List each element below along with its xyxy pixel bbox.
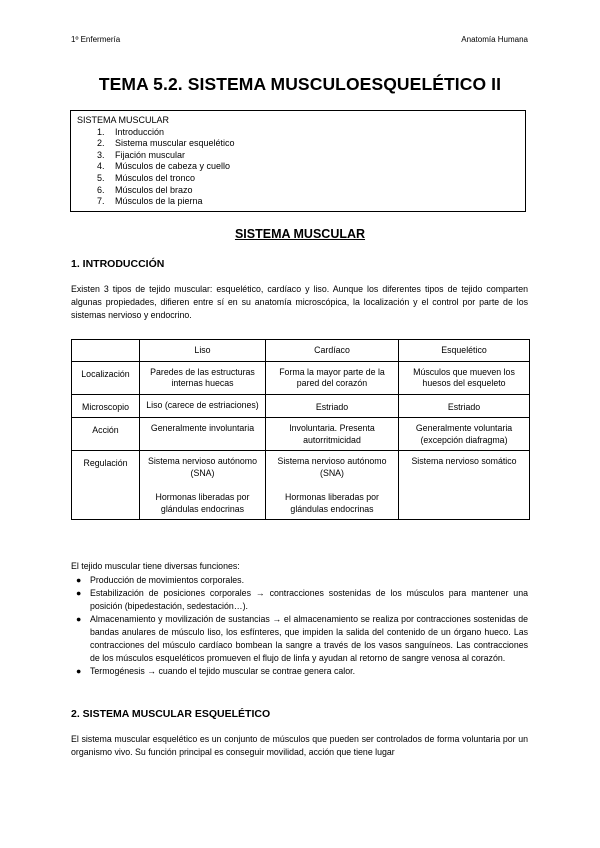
toc-item-label: Fijación muscular	[115, 149, 186, 160]
toc-item	[97, 150, 519, 162]
cell-line: Hormonas liberadas por glándulas endocrinas	[285, 492, 379, 514]
skeletal-heading: 2. SISTEMA MUSCULAR ESQUELÉTICO	[71, 708, 271, 720]
row-label: Regulación	[72, 451, 140, 520]
toc-item	[97, 127, 519, 139]
toc-list	[77, 127, 519, 208]
table-of-contents	[70, 110, 526, 212]
toc-item-label: Músculos del brazo	[115, 184, 193, 195]
header-course: 1º Enfermería	[71, 35, 121, 44]
list-item	[71, 613, 528, 665]
bullet-icon: ●	[76, 614, 82, 624]
row-label: Microscopio	[72, 394, 140, 418]
list-item	[71, 574, 528, 587]
toc-item-number: 7.	[97, 196, 105, 207]
table-cell: Forma la mayor parte de la pared del corazón	[266, 361, 399, 394]
skeletal-paragraph: El sistema muscular esquelético es un conjunto de músculos que pueden ser controlados de forma voluntaria por un organismo vivo. Su función principal es conseguir movilidad, acción que tiene lugar	[71, 734, 528, 757]
table-header-cell: Cardíaco	[266, 340, 399, 362]
toc-item-label: Músculos del tronco	[115, 172, 196, 183]
toc-item-number: 3.	[97, 149, 105, 160]
header-subject: Anatomía Humana	[461, 35, 528, 44]
table-cell: Paredes de las estructuras internas huecas	[140, 361, 266, 394]
toc-item-number: 2.	[97, 138, 105, 149]
table-row	[72, 394, 530, 418]
toc-item-number: 1.	[97, 126, 105, 137]
intro-paragraph: Existen 3 tipos de tejido muscular: esquelético, cardíaco y liso. Aunque los diferentes tipos de tejido comparten algunas propiedades, difieren entre sí en su anatomía microscópica, la localización y el control por parte de los sistemas nervioso y endocrino.	[71, 284, 528, 320]
table-cell: Estriado	[266, 394, 399, 418]
row-label: Localización	[72, 361, 140, 394]
cell-line: Sistema nervioso autónomo (SNA)	[277, 456, 387, 478]
list-item	[71, 587, 528, 613]
table-cell: Generalmente involuntaria	[140, 418, 266, 451]
intro-heading: 1. INTRODUCCIÓN	[71, 258, 165, 270]
row-label: Acción	[72, 418, 140, 451]
table-cell: Liso (carece de estriaciones)	[140, 394, 266, 418]
table-header-cell: Liso	[140, 340, 266, 362]
table-cell	[266, 451, 399, 520]
toc-item-number: 4.	[97, 161, 105, 172]
bullet-icon: ●	[76, 666, 82, 676]
cell-line: Hormonas liberadas por glándulas endocrinas	[155, 492, 250, 514]
toc-item	[97, 161, 519, 173]
toc-item	[97, 185, 519, 197]
toc-item	[97, 173, 519, 185]
page-title: TEMA 5.2. SISTEMA MUSCULOESQUELÉTICO II	[98, 74, 502, 94]
toc-item-label: Sistema muscular esquelético	[115, 138, 235, 149]
toc-item-label: Introducción	[115, 126, 165, 137]
table-row	[72, 361, 530, 394]
table-header-cell: Esquelético	[399, 340, 530, 362]
toc-item	[97, 138, 519, 150]
list-item-text: Estabilización de posiciones corporales → contracciones sostenidas de los músculos para mantener una posición (bipedestación, sedestación…).	[90, 588, 528, 611]
table-header-row	[72, 340, 530, 362]
list-item-text: Producción de movimientos corporales.	[90, 575, 245, 585]
table-row	[72, 451, 530, 520]
bullet-icon: ●	[76, 575, 82, 585]
table-cell: Involuntaria. Presenta autorritmicidad	[266, 418, 399, 451]
toc-item-label: Músculos de la pierna	[115, 196, 203, 207]
list-item	[71, 665, 528, 678]
bullet-icon: ●	[76, 588, 82, 598]
functions-intro: El tejido muscular tiene diversas funciones:	[71, 561, 240, 571]
list-item-text: Termogénesis → cuando el tejido muscular se contrae genera calor.	[90, 666, 356, 676]
table-cell: Sistema nervioso somático	[399, 451, 530, 520]
table-cell: Músculos que mueven los huesos del esqueleto	[399, 361, 530, 394]
table-cell: Estriado	[399, 394, 530, 418]
table-cell: Generalmente voluntaria (excepción diafragma)	[399, 418, 530, 451]
toc-item-label: Músculos de cabeza y cuello	[115, 161, 231, 172]
toc-item	[97, 196, 519, 208]
functions-list	[71, 574, 528, 678]
table-cell	[140, 451, 266, 520]
list-item-text: Almacenamiento y movilización de sustancias → el almacenamiento se realiza por contracciones sostenidas de bandas anulares de músculo liso, los esfínteres, que impiden la salida del contenido de un órgano hueco. Las contracciones del músculo cardíaco bombean la sangre a través de los vasos sanguíneos. Las contracciones de los músculos esqueléticos promueven el flujo de linfa y ayudan al retorno de sangre venosa al corazón.	[90, 614, 528, 663]
muscle-comparison-table	[71, 339, 530, 520]
toc-item-number: 5.	[97, 172, 105, 183]
table-row	[72, 418, 530, 451]
cell-line: Sistema nervioso autónomo (SNA)	[147, 456, 258, 478]
section-title: SISTEMA MUSCULAR	[234, 227, 366, 241]
table-header-cell	[72, 340, 140, 362]
toc-heading: SISTEMA MUSCULAR	[77, 115, 170, 125]
toc-item-number: 6.	[97, 184, 105, 195]
